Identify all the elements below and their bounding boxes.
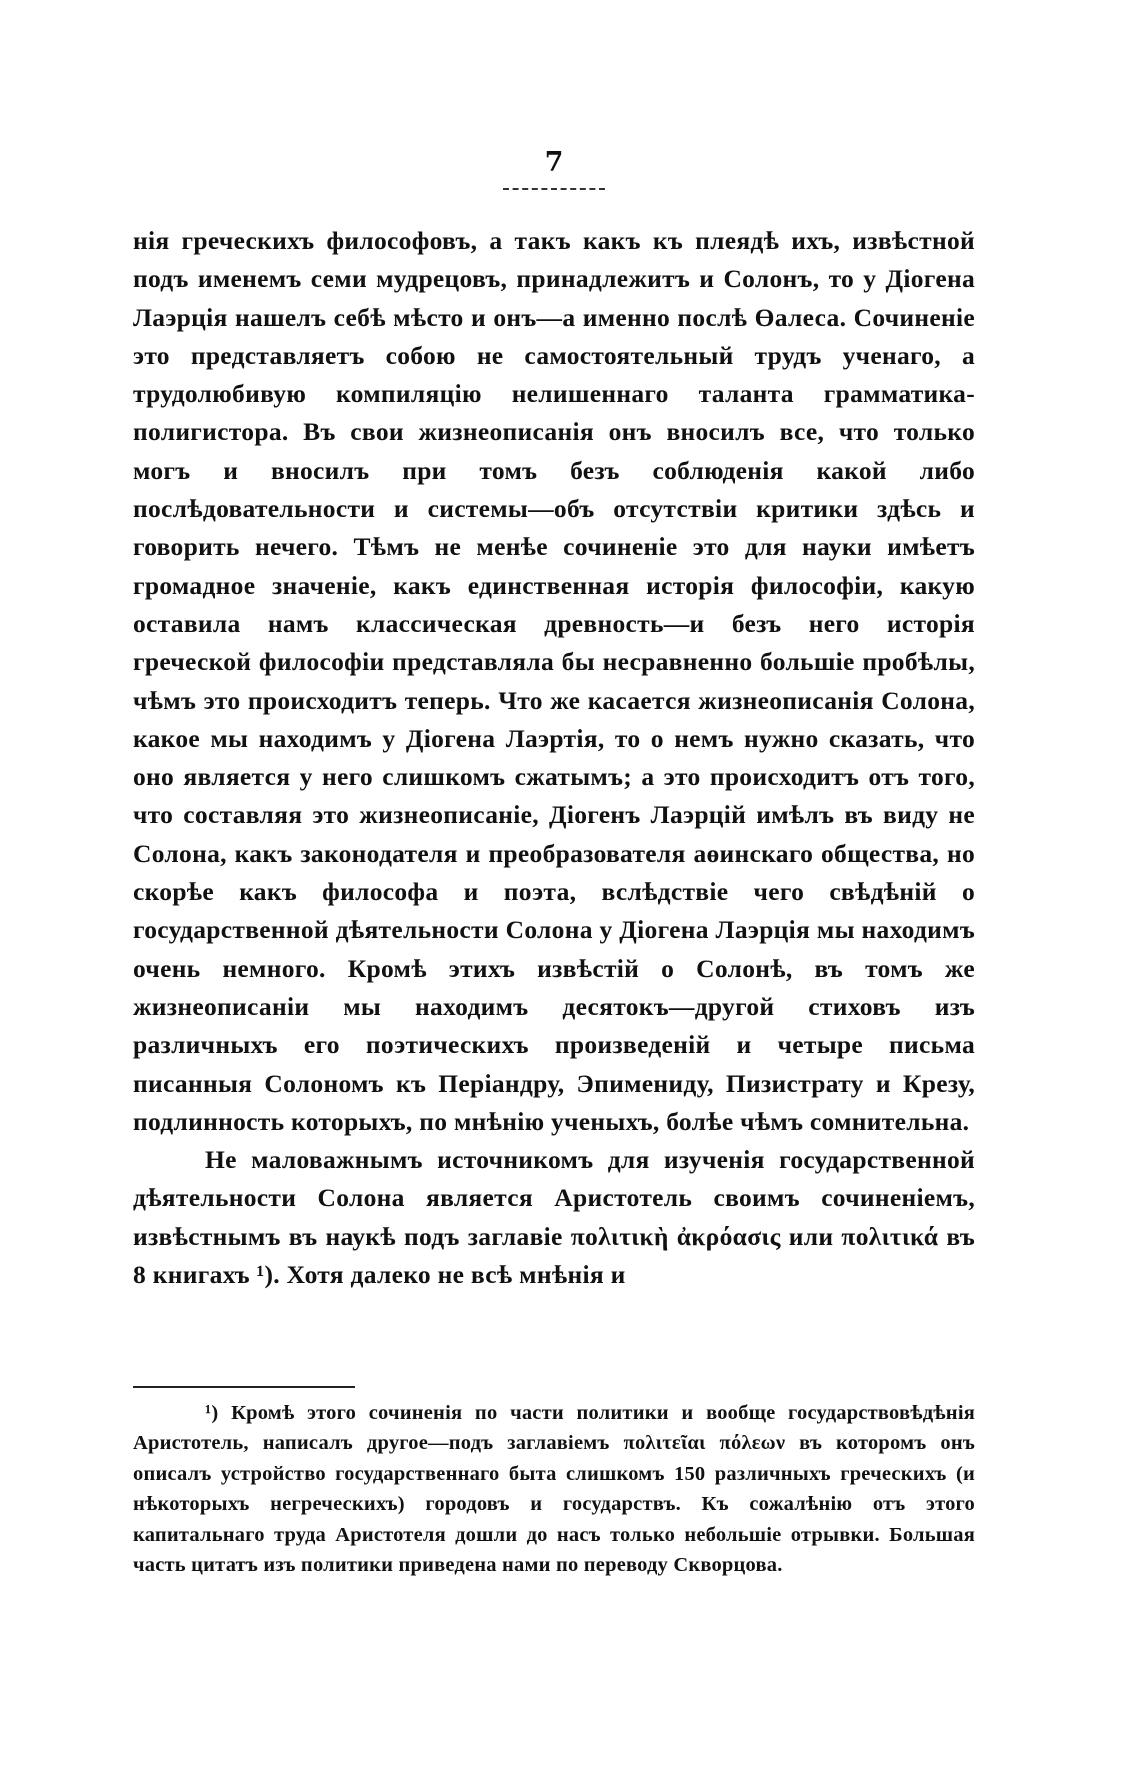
main-text [133, 222, 975, 1294]
footnote-1-marker: ¹) [205, 1402, 219, 1424]
footnote-1 [133, 1398, 975, 1580]
footnote-separator [133, 1386, 355, 1388]
body-paragraph-2: Не маловажнымъ источникомъ для изученія государственной дѣятельности Солона является Аристотель своимъ сочиненіемъ, извѣстнымъ въ наукѣ подъ заглавіе πολιτικὴ ἀκρόασις или πολιτικά въ 8 книгахъ ¹). Хотя далеко не всѣ мнѣнія и [133, 1145, 975, 1290]
body-paragraph-1: нія греческихъ философовъ, а такъ какъ къ плеядѣ ихъ, извѣстной подъ именемъ семи мудрецовъ, принадлежитъ и Солонъ, то у Діогена Лаэрція нашелъ себѣ мѣсто и онъ—а именно послѣ Өалеса. Сочиненіе это представляетъ собою не самостоятельный трудъ ученаго, а трудолюбивую компиляцію нелишеннаго таланта грамматика-полигистора. Въ свои жизнеописанія онъ вносилъ все, что только могъ и вносилъ при томъ безъ соблюденія какой либо послѣдовательности и системы—объ отсутствіи критики здѣсь и говорить нечего. Тѣмъ не менѣе сочиненіе это для науки имѣетъ громадное значеніе, какъ единственная исторія философіи, какую оставила намъ классическая древность—и безъ него исторія греческой философіи представляла бы несравненно большіе пробѣлы, чѣмъ это происходитъ теперь. Что же касается жизнеописанія Солона, какое мы находимъ у Діогена Лаэртія, то о немъ нужно сказать, что оно является у него слишкомъ сжатымъ; а это происходитъ отъ того, что составляя это жизнеописаніе, Діогенъ Лаэрцій имѣлъ въ виду не Солона, какъ законодателя и преобразователя аөинскаго общества, но скорѣе какъ философа и поэта, вслѣдствіе чего свѣдѣній о государственной дѣятельности Солона у Діогена Лаэрція мы находимъ очень немного. Кромѣ этихъ извѣстій о Солонѣ, въ томъ же жизнеописаніи мы находимъ десятокъ—другой стиховъ изъ различныхъ его поэтическихъ произведеній и четыре письма писанныя Солономъ къ Періандру, Эпимениду, Пизистрату и Крезу, подлинность которыхъ, по мнѣнію ученыхъ, болѣе чѣмъ сомнительна. [133, 226, 975, 1136]
page-number: 7 [544, 147, 564, 178]
footnotes [133, 1398, 975, 1580]
footnote-1-text: Кромѣ этого сочиненія по части политики и вообще государствовѣдѣнія Аристотель, написалъ другое—подъ заглавіемъ πολιτεῖαι πόλεων въ которомъ онъ описалъ устройство государственнаго быта слишкомъ 150 различныхъ греческихъ (и нѣкоторыхъ негреческихъ) городовъ и государствъ. Къ сожалѣнію отъ этого капитальнаго труда Аристотеля дошли до насъ только небольшіе отрывки. Большая часть цитатъ изъ политики приведена нами по переводу Скворцова. [133, 1402, 975, 1577]
page-number-ornament [503, 188, 605, 196]
